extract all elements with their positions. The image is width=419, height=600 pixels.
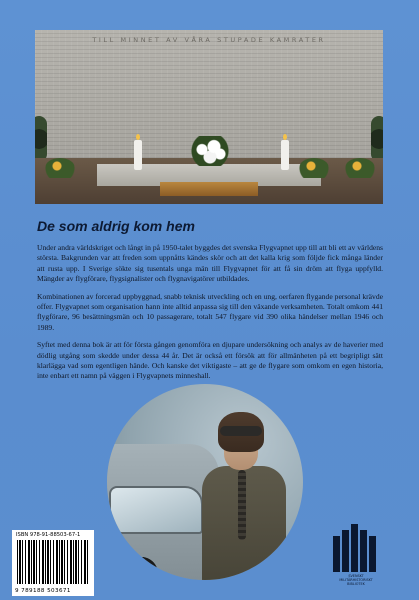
candle-right bbox=[281, 140, 289, 170]
squadron-emblem bbox=[121, 554, 161, 580]
barcode-digits: 9 789188 503671 bbox=[15, 588, 71, 594]
wreath-left bbox=[35, 116, 47, 162]
isbn-label: ISBN 978-91-88503-67-1 bbox=[16, 532, 81, 538]
publisher-logo bbox=[333, 524, 377, 572]
pilot-figure bbox=[202, 412, 286, 580]
publisher-logo-text: SVENSKT MILITÄRHISTORISKT BIBLIOTEK bbox=[339, 574, 373, 586]
blurb-paragraph: Syftet med denna bok är att för första gången genomföra en djupare undersökning och analys av de haverier med dödlig utgång som skedde under dessa 44 år. Det är också ett försök att för allmänheten på ett begripligt sätt klarlägga vad som egentligen hände. Och kanske det viktigaste – att ge de flygare som omkom en egen historia, inte enbart ett namn på väggen i Flygvapnets minneshall. bbox=[37, 340, 383, 381]
blurb-paragraph: Kombinationen av forcerad uppbyggnad, snabb teknisk utveckling och en ung, oerfaren flygande personal krävde offer. Flygvapnet som organisation hann inte alltid anpassa sig till den växande verksamheten. Totalt omkom 441 flygförare, 96 besättningsmän och 10 passagerare, totalt 547 flygare vid 390 olika händelser mellan 1946 och 1989. bbox=[37, 291, 383, 332]
pilot-photo bbox=[107, 384, 303, 580]
flower-pot-far-right bbox=[345, 158, 375, 178]
oxygen-hose bbox=[238, 470, 246, 540]
pilot-goggles bbox=[220, 426, 262, 436]
flower-pot-right bbox=[299, 158, 329, 178]
memorial-slab bbox=[160, 182, 258, 196]
aircraft-canopy bbox=[109, 486, 203, 534]
blurb-text bbox=[37, 243, 383, 389]
barcode bbox=[12, 530, 94, 596]
memorial-photo bbox=[35, 30, 383, 204]
wall-inscription: TILL MINNET AV VÅRA STUPADE KAMRATER bbox=[92, 36, 326, 44]
flower-pot-left bbox=[45, 158, 75, 178]
wreath-right bbox=[371, 116, 383, 162]
barcode-bars bbox=[17, 540, 89, 584]
blurb-paragraph: Under andra världskriget och långt in på 1950-talet byggdes det svenska Flygvapnet upp till att bli ett av världens största. Bakgrunden var att freden som uppnåtts kändes skör och att det kalla krig som följde fick många länder att rusta upp. I Sverige sökte sig tusentals unga män till Flygvapnet för att få sin dröm att flyga uppfylld. Mängder av flygförare, flygsignalister och flygnavigatörer utbildades. bbox=[37, 243, 383, 284]
book-title: De som aldrig kom hem bbox=[37, 218, 195, 234]
flower-bouquet bbox=[190, 136, 230, 166]
candle-left bbox=[134, 140, 142, 170]
